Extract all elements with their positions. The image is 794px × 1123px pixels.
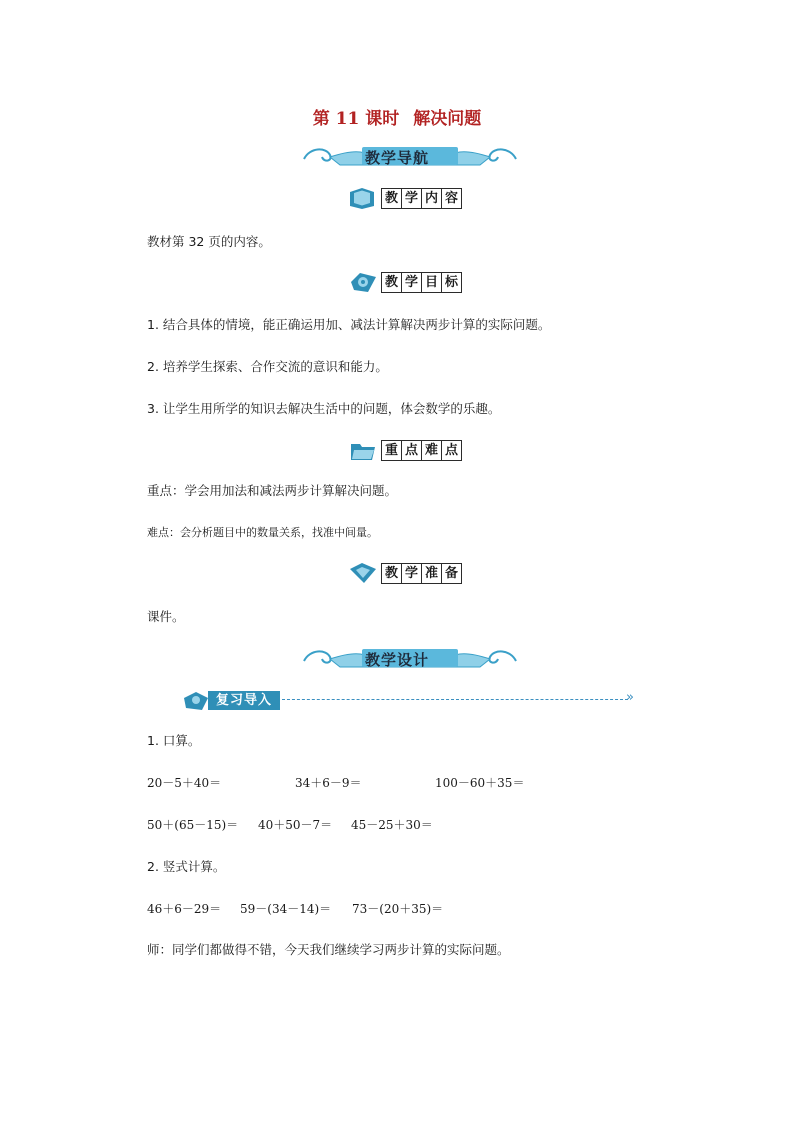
banner-label: 教学设计 bbox=[364, 651, 429, 669]
section-title-boxes bbox=[381, 563, 461, 584]
prep-text: 课件。 bbox=[147, 609, 185, 624]
title-char: 内 bbox=[421, 188, 442, 209]
teacher-remark: 师：同学们都做得不错，今天我们继续学习两步计算的实际问题。 bbox=[147, 942, 510, 957]
review-intro-header bbox=[178, 688, 648, 712]
double-chevron-icon: » bbox=[626, 690, 634, 705]
lesson-number: 第 11 课时 bbox=[312, 109, 400, 129]
key-point-text: 重点：学会用加法和减法两步计算解决问题。 bbox=[147, 483, 398, 498]
section-title-boxes bbox=[381, 440, 461, 461]
goal-item: 3. 让学生用所学的知识去解决生活中的问题，体会数学的乐趣。 bbox=[147, 401, 501, 416]
banner-teaching-design bbox=[0, 645, 794, 671]
math-expression: 50＋(65－15)＝ bbox=[147, 818, 239, 832]
title-char: 重 bbox=[381, 440, 402, 461]
title-char: 学 bbox=[401, 563, 422, 584]
math-expression: 20－5＋40＝ bbox=[147, 776, 222, 790]
title-char: 容 bbox=[441, 188, 462, 209]
title-char: 教 bbox=[381, 188, 402, 209]
goal-item: 1. 结合具体的情境，能正确运用加、减法计算解决两步计算的实际问题。 bbox=[147, 317, 551, 332]
math-expression: 100－60＋35＝ bbox=[435, 776, 525, 790]
question-label: 2. 竖式计算。 bbox=[147, 859, 226, 874]
title-char: 教 bbox=[381, 272, 402, 293]
review-icon bbox=[180, 688, 210, 712]
math-expression: 40＋50－7＝ bbox=[258, 818, 333, 832]
goal-item: 2. 培养学生探索、合作交流的意识和能力。 bbox=[147, 359, 388, 374]
review-tag: 复习导入 bbox=[208, 691, 280, 710]
title-char: 标 bbox=[441, 272, 462, 293]
banner-label: 教学导航 bbox=[364, 149, 429, 167]
title-char: 学 bbox=[401, 272, 422, 293]
section-title-boxes bbox=[381, 188, 461, 209]
title-char: 难 bbox=[421, 440, 442, 461]
math-expression: 45－25＋30＝ bbox=[351, 818, 433, 832]
folder-icon bbox=[348, 438, 378, 462]
target-icon bbox=[348, 270, 378, 294]
math-expression: 46＋6－29＝ bbox=[147, 902, 222, 916]
title-char: 点 bbox=[401, 440, 422, 461]
title-char: 目 bbox=[421, 272, 442, 293]
math-expression: 73－(20＋35)＝ bbox=[352, 902, 444, 916]
dashed-line bbox=[282, 699, 628, 700]
math-expression: 34＋6－9＝ bbox=[295, 776, 362, 790]
difficult-point-text: 难点：会分析题目中的数量关系，找准中间量。 bbox=[147, 526, 378, 539]
question-label: 1. 口算。 bbox=[147, 733, 201, 748]
math-expression: 59－(34－14)＝ bbox=[240, 902, 332, 916]
section-title-boxes bbox=[381, 272, 461, 293]
page-title bbox=[0, 104, 794, 129]
title-char: 点 bbox=[441, 440, 462, 461]
title-char: 学 bbox=[401, 188, 422, 209]
title-char: 教 bbox=[381, 563, 402, 584]
banner-teaching-navigation bbox=[0, 143, 794, 169]
content-text: 教材第 32 页的内容。 bbox=[147, 234, 271, 249]
notebook-icon bbox=[348, 561, 378, 585]
lesson-topic: 解决问题 bbox=[413, 109, 482, 129]
book-icon bbox=[348, 186, 376, 210]
title-char: 备 bbox=[441, 563, 462, 584]
title-char: 准 bbox=[421, 563, 442, 584]
